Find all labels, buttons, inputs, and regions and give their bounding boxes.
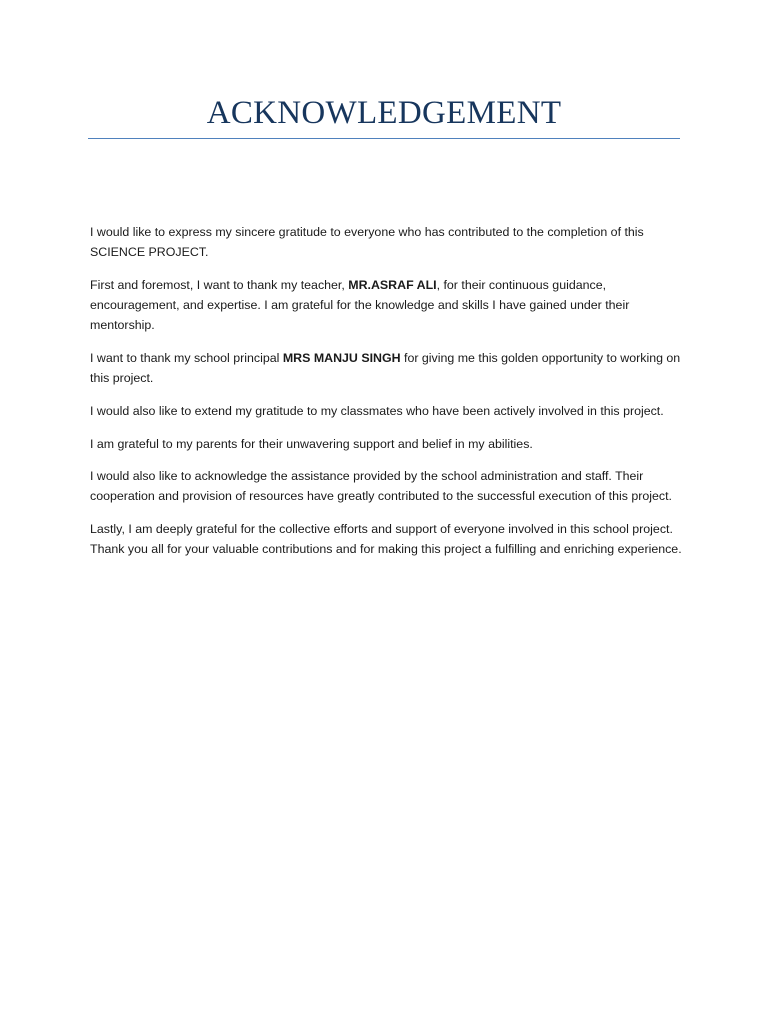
paragraph-teacher [90,275,686,336]
paragraph-intro-text: I would like to express my sincere gratitude to everyone who has contributed to the completion of this SCIENCE PROJECT. [90,225,644,260]
paragraph-administration [90,466,686,507]
paragraph-teacher-text-after: , for their continuous guidance, encouragement, and expertise. I am grateful for the knowledge and skills I have gained under their mentorship. [90,277,630,333]
paragraph-parents [90,434,686,454]
acknowledgement-body [90,222,686,572]
paragraph-closing-text: Lastly, I am deeply grateful for the collective efforts and support of everyone involved in this school project. Thank you all for your valuable contributions and for making this project a fulfilling and enriching experience. [90,522,682,557]
title-underline [88,138,680,139]
paragraph-parents-text: I am grateful to my parents for their unwavering support and belief in my abilities. [90,436,533,451]
paragraph-closing [90,519,686,560]
paragraph-classmates-text: I would also like to extend my gratitude to my classmates who have been actively involved in this project. [90,403,664,418]
teacher-name: MR.ASRAF ALI [348,277,437,292]
paragraph-principal-text-after: for giving me this golden opportunity to working on this project. [90,351,681,386]
paragraph-teacher-text-before: First and foremost, I want to thank my teacher, [90,277,349,292]
paragraph-administration-text: I would also like to acknowledge the assistance provided by the school administration and staff. Their cooperation and provision of resources have greatly contributed to the successful execution of this project. [90,469,673,504]
paragraph-principal [90,348,686,389]
paragraph-principal-text-before: I want to thank my school principal [90,351,283,366]
principal-name: MRS MANJU SINGH [282,351,401,366]
paragraph-classmates [90,401,686,421]
page-title: ACKNOWLEDGEMENT [206,95,562,131]
paragraph-intro [90,222,686,263]
